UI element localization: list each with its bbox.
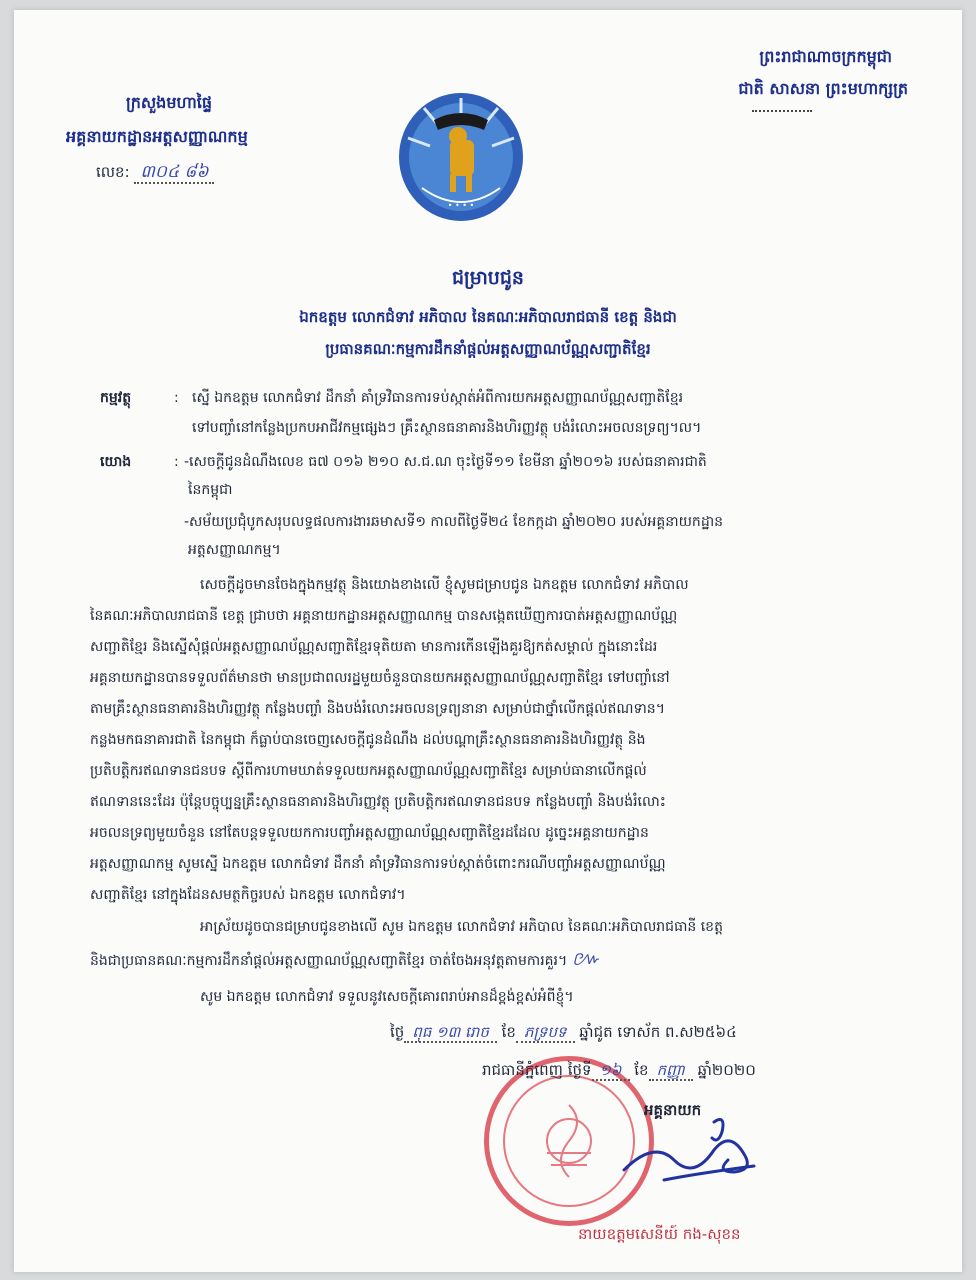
ministry-name: ក្រសួងមហាផ្ទៃ xyxy=(126,93,213,112)
reference-value: ៣០៤ ៨៦ xyxy=(134,162,214,184)
motto-divider xyxy=(752,110,812,112)
lunar-date-fill: ពុធ ១៣ រោច xyxy=(404,1023,497,1043)
body-p2-line: អាស្រ័យដូចបានជម្រាបជូនខាងលើ សូម ឯកឧត្តម លោកជំទាវ អភិបាល នៃគណៈអភិបាលរាជធានី ខេត្ត xyxy=(200,919,723,935)
lunar-month-fill: ភទ្របទ xyxy=(516,1023,575,1043)
reference-colon: : xyxy=(174,454,179,470)
handwritten-annotation: ៚ xyxy=(571,946,600,970)
body-p1-line: អគ្គនាយកដ្ឋានបានទទួលព័ត៌មានថា មានប្រជាពលរដ្ឋមួយចំនួនបានយកអត្តសញ្ញាណប័ណ្ណសញ្ជាតិខ្មែរ ទៅបញ្ចាំនៅ xyxy=(90,670,670,686)
department-name: អគ្គនាយកដ្ឋានអត្តសញ្ញាណកម្ម xyxy=(66,127,248,146)
lunar-date-prefix: ថ្ងៃ xyxy=(390,1023,405,1041)
solar-date-prefix: រាជធានីភ្នំពេញ ថ្ងៃទី xyxy=(482,1061,592,1079)
closing-line: សូម ឯកឧត្តម លោកជំទាវ ទទួលនូវសេចក្តីគោរពរាប់អានដ៏ខ្ពង់ខ្ពស់អំពីខ្ញុំ។ xyxy=(200,989,574,1005)
solar-month-fill: កញ្ញា xyxy=(649,1061,693,1081)
identification-department-logo xyxy=(394,88,528,226)
signature xyxy=(604,1110,784,1200)
body-p1-line: ឥណទាននេះដែរ ប៉ុន្តែបច្ចុប្បន្នគ្រឹះស្ថានធនាគារនិងហិរញ្ញវត្ថុ ប្រតិបត្តិករឥណទានជនបទ កន្លែងបញ្ចាំ និងបង់រំលោះ xyxy=(90,794,666,810)
lunar-date xyxy=(390,1022,737,1042)
subject-label: កម្មវត្ថុ xyxy=(100,390,132,406)
body-p2-line-2: និងជាប្រធានគណៈកម្មការដឹកនាំផ្តល់អត្តសញ្ញាណប័ណ្ណសញ្ជាតិខ្មែរ ចាត់ចែងអនុវត្តតាមការគួរ។ xyxy=(90,953,568,969)
letter-title: ជម្រាបជូន xyxy=(452,267,524,289)
subject-text-1: ស្នើ ឯកឧត្តម លោកជំទាវ ដឹកនាំ គាំទ្រវិធានការទប់ស្កាត់អំពីការយកអត្តសញ្ញាណប័ណ្ណសញ្ជាតិខ្មែរ xyxy=(192,390,684,406)
recipient-line-2: ប្រធានគណៈកម្មការដឹកនាំផ្តល់អត្តសញ្ញាណប័ណ្ណសញ្ជាតិខ្មែរ xyxy=(325,340,651,358)
body-p1-line: ប្រតិបត្តិករឥណទានជនបទ ស្តីពីការហាមឃាត់ទទួលយកអត្តសញ្ញាណប័ណ្ណសញ្ជាតិខ្មែរ សម្រាប់ធានាលើកផ្តល់ xyxy=(90,763,647,779)
body-p1-line: អត្តសញ្ញាណកម្ម សូមស្នើ ឯកឧត្តម លោកជំទាវ ដឹកនាំ គាំទ្រវិធានការទប់ស្កាត់ចំពោះករណីបញ្ចាំអត្តសញ្ញាណប័ណ្ណ xyxy=(90,856,666,872)
national-motto: ជាតិ សាសនា ព្រះមហាក្សត្រ xyxy=(738,79,908,98)
solar-day-fill: ១៦ xyxy=(592,1061,630,1081)
subject-colon: : xyxy=(174,390,179,406)
reference-item-2: -សម័យប្រជុំបូកសរុបលទ្ធផលការងារឆមាសទី១ កាលពីថ្ងៃទី២៤ ខែកក្កដា ឆ្នាំ២០២០ របស់អគ្គនាយកដ្ឋាន xyxy=(184,514,724,530)
body-p2-line xyxy=(90,943,890,977)
signatory-title: អគ្គនាយក xyxy=(644,1101,702,1119)
recipient-line-1: ឯកឧត្តម លោកជំទាវ អភិបាល នៃគណៈអភិបាលរាជធានី ខេត្ត និងជា xyxy=(299,308,677,326)
signatory-name: នាយឧត្តមសេនីយ៍ កង-សុខន xyxy=(578,1225,741,1243)
solar-date xyxy=(482,1060,756,1080)
body-paragraph-1 xyxy=(90,570,890,911)
body-p1-line: សេចក្តីដូចមានចែងក្នុងកម្មវត្ថុ និងយោងខាងលើ ខ្ញុំសូមជម្រាបជូន ឯកឧត្តម លោកជំទាវ អភិបាល xyxy=(200,577,689,593)
body-paragraph-2 xyxy=(90,912,890,977)
kingdom-header: ព្រះរាជាណាចក្រកម្ពុជា xyxy=(759,47,892,66)
reference-section-label: យោង xyxy=(100,454,132,470)
body-p1-line: កន្លងមកធនាគារជាតិ នៃកម្ពុជា ក៏ធ្លាប់បានចេញសេចក្តីជូនដំណឹង ដល់បណ្តាគ្រឹះស្ថានធនាគារនិងហិរញ្ញវត្ថុ និង xyxy=(90,732,646,748)
body-p1-line: នៃគណៈអភិបាលរាជធានី ខេត្ត ជ្រាបថា អគ្គនាយកដ្ឋានអត្តសញ្ញាណកម្ម បានសង្កេតឃើញការបាត់អត្តសញ្ញាណប័ណ្ណ xyxy=(90,608,678,624)
reference-item-1-cont: នៃកម្ពុជា xyxy=(188,482,233,498)
reference-label: លេខ: xyxy=(96,163,130,181)
solar-month-label: ខែ xyxy=(634,1061,649,1079)
solar-date-suffix: ឆ្នាំ២០២០ xyxy=(697,1061,756,1079)
lunar-month-label: ខែ xyxy=(501,1023,516,1041)
reference-item-2-cont: អត្តសញ្ញាណកម្ម។ xyxy=(188,542,281,558)
body-p1-line: អចលនទ្រព្យមួយចំនួន នៅតែបន្តទទួលយកការបញ្ចាំអត្តសញ្ញាណប័ណ្ណសញ្ជាតិខ្មែរដដែល ដូច្នេះអគ្គនាយកដ្ឋាន xyxy=(90,825,649,841)
reference-number xyxy=(96,162,214,182)
body-p1-line: សញ្ជាតិខ្មែរ នៅក្នុងដែនសមត្ថកិច្ចរបស់ ឯកឧត្តម លោកជំទាវ។ xyxy=(90,887,406,903)
reference-item-1: -សេចក្តីជូនដំណឹងលេខ ធ៧ ០១៦ ២១០ ស.ជ.ណ ចុះថ្ងៃទី១១ ខែមីនា ឆ្នាំ២០១៦ របស់ធនាគារជាតិ xyxy=(184,454,707,470)
letter-page xyxy=(14,10,962,1272)
svg-text:• • • •: • • • • xyxy=(447,201,475,210)
lunar-date-suffix: ឆ្នាំជូត ទោស័ក ព.ស២៥៦៤ xyxy=(579,1023,737,1041)
subject-text-2: ទៅបញ្ចាំនៅកន្លែងប្រកបអាជីវកម្មផ្សេងៗ គ្រឹះស្ថានធនាគារនិងហិរញ្ញវត្ថុ បង់រំលោះអចលនទ្រព្យ។ល។ xyxy=(192,420,702,436)
body-p1-line: តាមគ្រឹះស្ថានធនាគារនិងហិរញ្ញវត្ថុ កន្លែងបញ្ចាំ និងបង់រំលោះអចលនទ្រព្យនានា សម្រាប់ជាថ្នាំលើកផ្តល់ឥណទាន។ xyxy=(90,701,665,717)
body-p1-line: សញ្ជាតិខ្មែរ និងស្នើសុំផ្តល់អត្តសញ្ញាណប័ណ្ណសញ្ជាតិខ្មែរទុតិយតា មានការកើនឡើងគួរឱ្យកត់សម្គាល់ ក្នុងនោះដែរ xyxy=(90,639,658,655)
